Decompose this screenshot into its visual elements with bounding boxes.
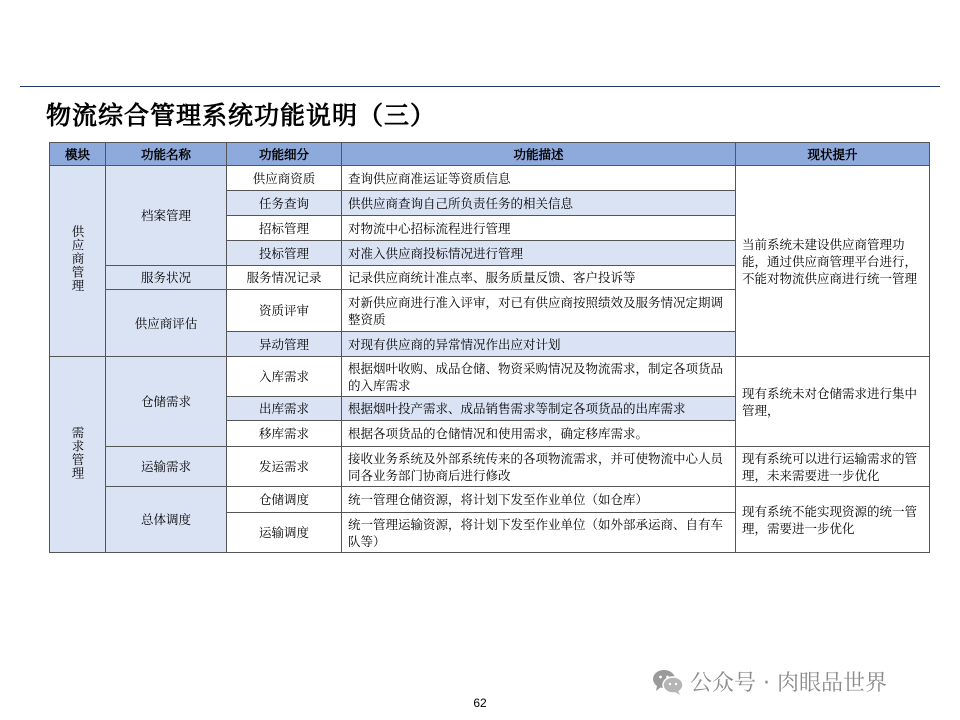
sub-function-cell: 出库需求 bbox=[227, 397, 342, 421]
watermark bbox=[652, 666, 887, 697]
description-cell: 供供应商查询自己所负责任务的相关信息 bbox=[342, 191, 736, 216]
description-cell: 统一管理运输资源，将计划下发至作业单位（如外部承运商、自有车队等） bbox=[342, 513, 736, 553]
module-cell-demand: 需求管理 bbox=[50, 357, 106, 553]
header-function-description: 功能描述 bbox=[342, 143, 736, 166]
description-cell: 对新供应商进行准入评审，对已有供应商按照绩效及服务情况定期调整资质 bbox=[342, 290, 736, 332]
function-cell-storage: 仓储需求 bbox=[106, 357, 227, 447]
description-cell: 对现有供应商的异常情况作出应对计划 bbox=[342, 332, 736, 357]
function-cell-archive: 档案管理 bbox=[106, 166, 227, 266]
description-cell: 根据烟叶投产需求、成品销售需求等制定各项货品的出库需求 bbox=[342, 397, 736, 421]
sub-function-cell: 异动管理 bbox=[227, 332, 342, 357]
description-cell: 记录供应商统计准点率、服务质量反馈、客户投诉等 bbox=[342, 266, 736, 290]
function-cell-service: 服务状况 bbox=[106, 266, 227, 290]
description-cell: 对物流中心招标流程进行管理 bbox=[342, 216, 736, 241]
status-cell-transport: 现有系统可以进行运输需求的管理，未来需要进一步优化 bbox=[736, 447, 930, 487]
status-cell-storage: 现有系统未对仓储需求进行集中管理， bbox=[736, 357, 930, 447]
header-status-improvement: 现状提升 bbox=[736, 143, 930, 166]
table-row bbox=[50, 357, 930, 397]
sub-function-cell: 任务查询 bbox=[227, 191, 342, 216]
module-cell-supplier: 供应商管理 bbox=[50, 166, 106, 357]
sub-function-cell: 招标管理 bbox=[227, 216, 342, 241]
header-function-name: 功能名称 bbox=[106, 143, 227, 166]
function-table bbox=[49, 142, 930, 553]
header-function-detail: 功能细分 bbox=[227, 143, 342, 166]
sub-function-cell: 发运需求 bbox=[227, 447, 342, 487]
page-number: 62 bbox=[473, 696, 487, 710]
sub-function-cell: 投标管理 bbox=[227, 241, 342, 266]
description-cell: 统一管理仓储资源，将计划下发至作业单位（如仓库） bbox=[342, 487, 736, 513]
sub-function-cell: 仓储调度 bbox=[227, 487, 342, 513]
status-cell-dispatch: 现有系统不能实现资源的统一管理，需要进一步优化 bbox=[736, 487, 930, 553]
description-cell: 对准入供应商投标情况进行管理 bbox=[342, 241, 736, 266]
top-rule bbox=[20, 86, 940, 87]
wechat-icon bbox=[652, 668, 684, 696]
description-cell: 根据各项货品的仓储情况和使用需求，确定移库需求。 bbox=[342, 421, 736, 447]
sub-function-cell: 资质评审 bbox=[227, 290, 342, 332]
watermark-text: 公众号 · 肉眼品世界 bbox=[690, 671, 887, 696]
description-cell: 查询供应商准运证等资质信息 bbox=[342, 166, 736, 191]
table-row bbox=[50, 166, 930, 191]
sub-function-cell: 入库需求 bbox=[227, 357, 342, 397]
table-header-row bbox=[50, 143, 930, 166]
sub-function-cell: 服务情况记录 bbox=[227, 266, 342, 290]
header-module: 模块 bbox=[50, 143, 106, 166]
sub-function-cell: 运输调度 bbox=[227, 513, 342, 553]
function-cell-dispatch: 总体调度 bbox=[106, 487, 227, 553]
description-cell: 根据烟叶收购、成品仓储、物资采购情况及物流需求，制定各项货品的入库需求 bbox=[342, 357, 736, 397]
sub-function-cell: 供应商资质 bbox=[227, 166, 342, 191]
function-cell-transport: 运输需求 bbox=[106, 447, 227, 487]
sub-function-cell: 移库需求 bbox=[227, 421, 342, 447]
status-cell-supplier: 当前系统未建设供应商管理功能，通过供应商管理平台进行，不能对物流供应商进行统一管理 bbox=[736, 166, 930, 357]
function-cell-evaluation: 供应商评估 bbox=[106, 290, 227, 357]
table-row bbox=[50, 487, 930, 513]
page-title: 物流综合管理系统功能说明（三） bbox=[46, 101, 437, 130]
table-row bbox=[50, 447, 930, 487]
description-cell: 接收业务系统及外部系统传来的各项物流需求，并可使物流中心人员同各业务部门协商后进行修改 bbox=[342, 447, 736, 487]
